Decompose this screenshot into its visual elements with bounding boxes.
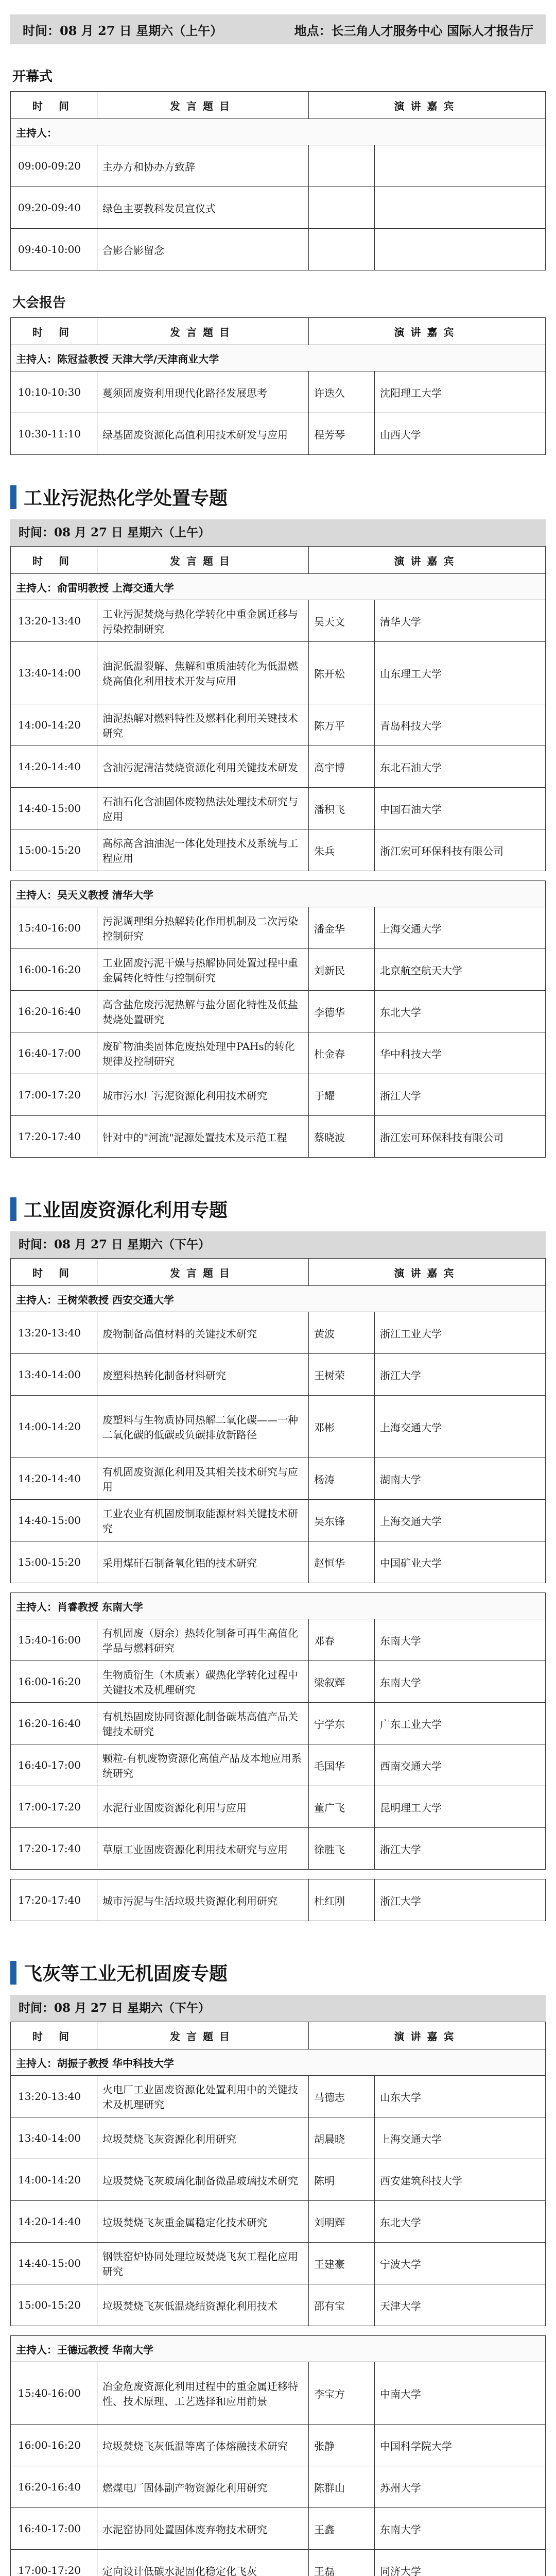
row-affiliation: 浙江工业大学 [375, 1312, 546, 1354]
table-row [11, 642, 546, 704]
table-row [11, 1500, 546, 1541]
row-time: 14:00-14:20 [11, 704, 97, 746]
row-topic: 有机固废（厨余）热转化制备可再生高值化学品与燃料研究 [97, 1619, 309, 1661]
row-time: 09:20-09:40 [11, 187, 97, 229]
row-affiliation: 东北大学 [374, 991, 545, 1032]
row-speaker: 马德志 [309, 2076, 375, 2117]
row-topic: 垃圾焚烧飞灰资源化利用研究 [97, 2117, 309, 2159]
row-time: 14:00-14:20 [11, 1396, 97, 1458]
table-row [11, 1619, 546, 1661]
row-topic: 城市污泥与生活垃圾共资源化利用研究 [97, 1879, 309, 1921]
row-speaker: 胡晨晓 [309, 2117, 375, 2159]
row-time: 14:40-15:00 [11, 2243, 97, 2284]
row-time: 16:20-16:40 [11, 991, 97, 1032]
plenary-title: 大会报告 [12, 295, 66, 311]
table-row [11, 829, 546, 871]
table-row [11, 788, 546, 829]
host-row [11, 345, 546, 371]
row-speaker [309, 187, 375, 229]
row-topic: 高含盐危废污泥热解与盐分固化特性及低盐焚烧处置研究 [97, 991, 309, 1032]
row-time: 16:20-16:40 [11, 1703, 97, 1744]
header-topic: 发言题目 [97, 92, 309, 119]
row-speaker: 吴东锋 [309, 1500, 375, 1541]
row-affiliation: 东南大学 [374, 1661, 545, 1703]
table-row [11, 2508, 546, 2550]
row-affiliation: 浙江宏可环保科技有限公司 [375, 829, 546, 871]
row-time: 15:40-16:00 [11, 907, 97, 949]
row-topic: 钢铁窑炉协同处理垃圾焚烧飞灰工程化应用研究 [97, 2243, 309, 2284]
table-row [11, 2076, 546, 2117]
table-row [11, 1703, 546, 1744]
header-speaker: 演讲嘉宾 [309, 92, 546, 119]
row-speaker: 王磊 [308, 2550, 374, 2576]
module-title-text: 工业固废资源化利用专题 [24, 1200, 228, 1221]
table-row [11, 704, 546, 746]
row-affiliation: 浙江大学 [375, 1879, 546, 1921]
header-time: 时 间 [11, 92, 97, 119]
table-row [11, 600, 546, 642]
row-affiliation: 北京航空航天大学 [374, 949, 545, 991]
table-row [11, 413, 546, 455]
row-speaker: 李德华 [308, 991, 374, 1032]
table-row [11, 2362, 546, 2425]
row-topic: 垃圾焚烧飞灰低温烧结资源化利用技术 [97, 2284, 309, 2326]
row-time: 13:40-14:00 [11, 642, 97, 704]
row-time: 14:20-14:40 [11, 1458, 97, 1500]
row-topic: 城市污水厂污泥资源化利用技术研究 [97, 1074, 309, 1116]
session-time-bar: 时间：08 月 27 日 星期六（下午） [10, 1995, 546, 2022]
table-row [11, 2159, 546, 2201]
title-accent-bar [10, 1197, 16, 1221]
session-time-bar: 时间：08 月 27 日 星期六（上午） [10, 519, 546, 546]
row-affiliation: 华中科技大学 [374, 1032, 545, 1074]
host-label: 主持人：肖睿教授 东南大学 [11, 1593, 546, 1619]
row-topic: 废塑料与生物质协同热解二氧化碳——一种二氧化碳的低碳或负碳排放新路径 [97, 1396, 309, 1458]
row-topic: 油泥热解对燃料特性及燃料化利用关键技术研究 [97, 704, 309, 746]
row-topic: 针对中的"河流"泥源处置技术及示范工程 [97, 1116, 309, 1158]
table-row [11, 1786, 546, 1828]
row-affiliation: 山东理工大学 [375, 642, 546, 704]
table-row [11, 1744, 546, 1786]
row-affiliation: 清华大学 [375, 600, 546, 642]
row-speaker: 刘新民 [308, 949, 374, 991]
row-time: 14:20-14:40 [11, 746, 97, 788]
row-speaker: 潘金华 [308, 907, 374, 949]
table-row [11, 1074, 546, 1116]
row-speaker: 邓春 [308, 1619, 374, 1661]
row-affiliation [375, 145, 546, 187]
host-row [11, 1286, 546, 1312]
header-topic: 发言题目 [97, 2022, 309, 2049]
row-speaker: 梁叙辉 [308, 1661, 374, 1703]
row-speaker: 陈万平 [309, 704, 375, 746]
row-topic: 垃圾焚烧飞灰低温等离子体熔融技术研究 [97, 2425, 309, 2466]
row-speaker: 徐胜飞 [308, 1828, 374, 1870]
row-speaker: 于耀 [308, 1074, 374, 1116]
row-topic: 定向设计低碳水泥固化稳定化飞灰 [97, 2550, 309, 2576]
row-speaker: 高宇博 [309, 746, 375, 788]
row-time: 14:40-15:00 [11, 788, 97, 829]
row-time: 09:00-09:20 [11, 145, 97, 187]
row-topic: 石油石化含油固体废物热法处理技术研究与应用 [97, 788, 309, 829]
row-topic: 废矿物油类固体危废热处理中PAHs的转化规律及控制研究 [97, 1032, 309, 1074]
row-time: 14:40-15:00 [11, 1500, 97, 1541]
row-affiliation: 天津大学 [375, 2284, 546, 2326]
host-row [11, 574, 546, 600]
row-speaker: 陈明 [309, 2159, 375, 2201]
table-row [11, 2466, 546, 2508]
session-table [10, 2022, 546, 2326]
row-time: 15:40-16:00 [11, 2362, 97, 2425]
row-speaker: 毛国华 [308, 1744, 374, 1786]
module-section [10, 484, 546, 1167]
row-affiliation: 东南大学 [374, 1619, 545, 1661]
table-row [11, 145, 546, 187]
header-speaker: 演讲嘉宾 [309, 2022, 546, 2049]
table-row [11, 1458, 546, 1500]
row-topic: 工业农业有机固废制取能源材料关键技术研究 [97, 1500, 309, 1541]
row-speaker: 杨涛 [309, 1458, 375, 1500]
row-time: 13:20-13:40 [11, 2076, 97, 2117]
host-label: 主持人：吴天义教授 清华大学 [11, 881, 546, 907]
row-speaker: 许迭久 [309, 371, 375, 413]
row-affiliation: 中国科学院大学 [374, 2425, 545, 2466]
plenary-table [10, 317, 546, 455]
table-row [11, 2117, 546, 2159]
session-spacer [10, 1870, 546, 1879]
row-topic: 工业固废污泥干燥与热解协同处置过程中重金属转化特性与控制研究 [97, 949, 309, 991]
row-affiliation: 青岛科技大学 [375, 704, 546, 746]
table-row [11, 1116, 546, 1158]
header-time: 时 间 [11, 547, 97, 574]
row-time: 09:40-10:00 [11, 229, 97, 270]
row-affiliation: 中国矿业大学 [375, 1541, 546, 1583]
row-speaker: 王树荣 [309, 1354, 375, 1396]
table-row [11, 746, 546, 788]
header-speaker: 演讲嘉宾 [309, 1259, 546, 1286]
row-affiliation: 同济大学 [374, 2550, 545, 2576]
table-row [11, 2201, 546, 2243]
row-time: 15:00-15:20 [11, 2284, 97, 2326]
table-row [11, 1541, 546, 1583]
table-header [11, 318, 546, 345]
row-affiliation: 浙江大学 [374, 1828, 545, 1870]
row-topic: 燃煤电厂固体副产物资源化利用研究 [97, 2466, 309, 2508]
module-title-text: 工业污泥热化学处置专题 [24, 488, 228, 509]
module-title [10, 1959, 546, 1986]
host-row [11, 881, 546, 907]
row-speaker: 王建豪 [309, 2243, 375, 2284]
row-speaker: 董广飞 [308, 1786, 374, 1828]
row-affiliation [375, 229, 546, 270]
row-topic: 垃圾焚烧飞灰重金属稳定化技术研究 [97, 2201, 309, 2243]
row-time: 17:20-17:40 [11, 1828, 97, 1870]
table-header [11, 547, 546, 574]
row-topic: 污泥调理组分热解转化作用机制及二次污染控制研究 [97, 907, 309, 949]
session-spacer [10, 2326, 546, 2335]
row-topic: 废物制备高值材料的关键技术研究 [97, 1312, 309, 1354]
host-row [11, 1593, 546, 1619]
row-time: 16:40-17:00 [11, 1032, 97, 1074]
row-time: 17:00-17:20 [11, 1074, 97, 1116]
session-table [10, 1258, 546, 1583]
session-table [10, 1879, 546, 1921]
row-affiliation: 山西大学 [375, 413, 546, 455]
table-row [11, 991, 546, 1032]
row-affiliation: 上海交通大学 [374, 907, 545, 949]
row-affiliation: 西南交通大学 [374, 1744, 545, 1786]
row-time: 14:20-14:40 [11, 2201, 97, 2243]
session-spacer [10, 871, 546, 880]
session-table [10, 1592, 546, 1870]
row-affiliation [375, 187, 546, 229]
row-topic: 火电厂工业固废资源化处置利用中的关键技术及机理研究 [97, 2076, 309, 2117]
host-label: 主持人：王德远教授 华南大学 [11, 2336, 546, 2362]
row-time: 16:40-17:00 [11, 2508, 97, 2550]
row-speaker [309, 229, 375, 270]
row-topic: 蔓须固废资利用现代化路径发展思考 [97, 371, 309, 413]
table-row [11, 2550, 546, 2576]
row-topic: 生物质衍生（木质素）碳热化学转化过程中关键技术及机理研究 [97, 1661, 309, 1703]
row-topic: 颗粒-有机废物资源化高值产品及本地应用系统研究 [97, 1744, 309, 1786]
host-row [11, 119, 546, 145]
table-row [11, 187, 546, 229]
row-time: 17:00-17:20 [11, 1786, 97, 1828]
row-topic: 垃圾焚烧飞灰玻璃化制备微晶玻璃技术研究 [97, 2159, 309, 2201]
session-table [10, 2335, 546, 2576]
row-topic: 工业污泥焚烧与热化学转化中重金属迁移与污染控制研究 [97, 600, 309, 642]
table-row [11, 2425, 546, 2466]
row-topic: 合影合影留念 [97, 229, 309, 270]
row-affiliation: 东北大学 [375, 2201, 546, 2243]
header-topic: 发言题目 [97, 1259, 309, 1286]
opening-title: 开幕式 [12, 69, 53, 84]
row-time: 13:40-14:00 [11, 2117, 97, 2159]
session-table [10, 880, 546, 1158]
row-speaker: 李宝方 [308, 2362, 374, 2425]
row-speaker: 潘积飞 [309, 788, 375, 829]
module-title-text: 飞灰等工业无机固废专题 [24, 1963, 228, 1985]
row-affiliation: 东北石油大学 [375, 746, 546, 788]
host-row [11, 2336, 546, 2362]
top-venue: 地点：长三角人才服务中心 国际人才报告厅 [294, 23, 533, 38]
row-speaker: 宁学东 [308, 1703, 374, 1744]
row-speaker: 杜金春 [308, 1032, 374, 1074]
row-time: 16:00-16:20 [11, 2425, 97, 2466]
row-affiliation: 宁波大学 [375, 2243, 546, 2284]
row-topic: 高标高含油油泥一体化处理技术及系统与工程应用 [97, 829, 309, 871]
row-time: 17:20-17:40 [11, 1879, 97, 1921]
header-speaker: 演讲嘉宾 [309, 547, 546, 574]
row-speaker: 邵有宝 [309, 2284, 375, 2326]
row-topic: 有机固废资源化利用及其相关技术研究与应用 [97, 1458, 309, 1500]
title-accent-bar [10, 485, 16, 509]
table-row [11, 949, 546, 991]
row-time: 13:40-14:00 [11, 1354, 97, 1396]
header-topic: 发言题目 [97, 547, 309, 574]
row-topic: 油泥低温裂解、焦解和重质油转化为低温燃烧高值化利用技术开发与应用 [97, 642, 309, 704]
row-speaker: 张静 [308, 2425, 374, 2466]
row-topic: 绿色主要教科发员宣仪式 [97, 187, 309, 229]
row-affiliation: 苏州大学 [374, 2466, 545, 2508]
row-speaker: 朱兵 [309, 829, 375, 871]
host-label: 主持人：王树荣教授 西安交通大学 [11, 1286, 546, 1312]
table-row [11, 1312, 546, 1354]
row-affiliation: 浙江大学 [374, 1074, 545, 1116]
row-time: 10:10-10:30 [11, 371, 97, 413]
row-affiliation: 中南大学 [374, 2362, 545, 2425]
row-affiliation: 上海交通大学 [375, 2117, 546, 2159]
table-row [11, 1396, 546, 1458]
row-topic: 草原工业固废资源化利用技术研究与应用 [97, 1828, 309, 1870]
module-section [10, 1196, 546, 1930]
table-header [11, 92, 546, 119]
header-time: 时 间 [11, 1259, 97, 1286]
module-title [10, 484, 546, 510]
row-speaker: 蔡晓波 [308, 1116, 374, 1158]
row-speaker: 赵恒华 [309, 1541, 375, 1583]
row-time: 14:00-14:20 [11, 2159, 97, 2201]
table-row [11, 2243, 546, 2284]
session-spacer [10, 1583, 546, 1592]
row-speaker: 陈开松 [309, 642, 375, 704]
table-row [11, 907, 546, 949]
row-time: 17:00-17:20 [11, 2550, 97, 2576]
session-spacer [10, 1921, 546, 1930]
title-accent-bar [10, 1961, 16, 1985]
table-row [11, 229, 546, 270]
row-time: 17:20-17:40 [11, 1116, 97, 1158]
row-speaker: 杜红刚 [309, 1879, 375, 1921]
row-time: 15:00-15:20 [11, 1541, 97, 1583]
row-speaker: 邓彬 [309, 1396, 375, 1458]
row-affiliation: 上海交通大学 [375, 1396, 546, 1458]
table-row [11, 1828, 546, 1870]
host-label: 主持人：陈冠益教授 天津大学/天津商业大学 [11, 345, 546, 371]
row-affiliation: 湖南大学 [375, 1458, 546, 1500]
row-topic: 采用煤矸石制备氧化铝的技术研究 [97, 1541, 309, 1583]
session-table [10, 546, 546, 871]
row-time: 15:00-15:20 [11, 829, 97, 871]
host-label: 主持人：胡振子教授 华中科技大学 [11, 2049, 546, 2076]
header-speaker: 演讲嘉宾 [309, 318, 546, 345]
opening-table [10, 91, 546, 270]
header-topic: 发言题目 [97, 318, 309, 345]
row-topic: 主办方和协办方致辞 [97, 145, 309, 187]
row-time: 16:00-16:20 [11, 1661, 97, 1703]
row-time: 16:00-16:20 [11, 949, 97, 991]
host-label: 主持人：俞雷明教授 上海交通大学 [11, 574, 546, 600]
session-time-bar: 时间：08 月 27 日 星期六（下午） [10, 1231, 546, 1258]
host-label: 主持人： [11, 119, 546, 145]
row-speaker: 吴天文 [309, 600, 375, 642]
top-info-bar [10, 14, 546, 44]
row-topic: 废塑料热转化制备材料研究 [97, 1354, 309, 1396]
row-affiliation: 西安建筑科技大学 [375, 2159, 546, 2201]
row-affiliation: 广东工业大学 [374, 1703, 545, 1744]
row-affiliation: 上海交通大学 [375, 1500, 546, 1541]
row-speaker: 王鑫 [308, 2508, 374, 2550]
row-topic: 水泥窑协同处置固体废弃物技术研究 [97, 2508, 309, 2550]
row-time: 10:30-11:10 [11, 413, 97, 455]
row-topic: 冶金危废资源化利用过程中的重金属迁移特性、技术原理、工艺选择和应用前景 [97, 2362, 309, 2425]
row-affiliation: 浙江宏可环保科技有限公司 [374, 1116, 545, 1158]
row-time: 16:40-17:00 [11, 1744, 97, 1786]
header-time: 时 间 [11, 318, 97, 345]
table-row [11, 1032, 546, 1074]
row-affiliation: 昆明理工大学 [374, 1786, 545, 1828]
row-time: 15:40-16:00 [11, 1619, 97, 1661]
table-header [11, 1259, 546, 1286]
table-header [11, 2022, 546, 2049]
row-time: 13:20-13:40 [11, 600, 97, 642]
row-topic: 绿基固废资源化高值利用技术研发与应用 [97, 413, 309, 455]
module-title [10, 1196, 546, 1222]
row-topic: 有机热固废协同资源化制备碳基高值产品关键技术研究 [97, 1703, 309, 1744]
row-topic: 含油污泥清洁焚烧资源化利用关键技术研发 [97, 746, 309, 788]
row-speaker: 黄波 [309, 1312, 375, 1354]
row-time: 16:20-16:40 [11, 2466, 97, 2508]
table-row [11, 371, 546, 413]
row-speaker: 陈群山 [308, 2466, 374, 2508]
session-spacer [10, 1158, 546, 1167]
table-row [11, 1879, 546, 1921]
row-speaker: 程芳琴 [309, 413, 375, 455]
row-speaker [309, 145, 375, 187]
host-row [11, 2049, 546, 2076]
table-row [11, 1354, 546, 1396]
top-time: 时间：08 月 27 日 星期六（上午） [23, 23, 223, 38]
row-topic: 水泥行业固废资源化利用与应用 [97, 1786, 309, 1828]
row-affiliation: 浙江大学 [375, 1354, 546, 1396]
row-affiliation: 中国石油大学 [375, 788, 546, 829]
table-row [11, 2284, 546, 2326]
row-speaker: 刘明辉 [309, 2201, 375, 2243]
row-affiliation: 东南大学 [374, 2508, 545, 2550]
row-time: 13:20-13:40 [11, 1312, 97, 1354]
row-affiliation: 沈阳理工大学 [375, 371, 546, 413]
header-time: 时 间 [11, 2022, 97, 2049]
row-affiliation: 山东大学 [375, 2076, 546, 2117]
module-section [10, 1959, 546, 2576]
table-row [11, 1661, 546, 1703]
